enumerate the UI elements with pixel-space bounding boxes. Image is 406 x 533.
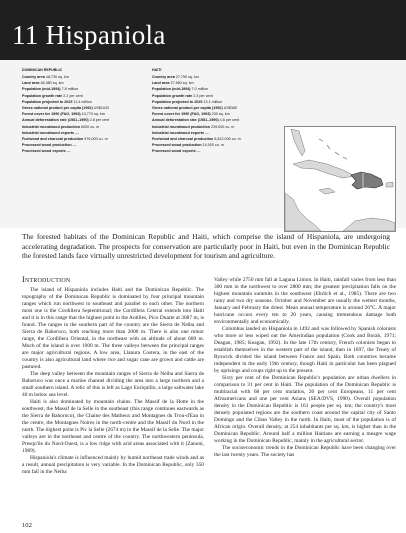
stat-row: Country area 27,750 sq. km <box>152 75 199 79</box>
page-number: 102 <box>22 522 32 529</box>
stat-row: Country area 48,730 sq. km <box>22 75 69 79</box>
haiti-statistics-heading: HAITI <box>152 68 162 72</box>
haiti-statistics <box>152 68 282 155</box>
stat-row: Industrial roundwood production 239,000 cu. m <box>152 124 235 129</box>
stat-row: Forest cover for 1990 (FAO, 1993) 10,770 sq. km <box>22 112 105 117</box>
stat-row: Gross national product per capita (1992) US$380 <box>152 106 238 111</box>
section-heading-introduction: Introduction <box>22 275 71 284</box>
paragraph: The socioeconomic trends in the Dominican Republic have been changing over the last twenty years. The society has <box>214 445 396 459</box>
body-column-right <box>214 277 396 518</box>
stat-row: Industrial roundwood production 6000 cu. m <box>22 124 100 129</box>
paragraph: Columbus landed on Hispaniola in 1492 and was followed by Spanish colonists who more or less wiped out the Amerindian population (Cook and Borah, 1971; Deagan, 1985; Keagan, 1992). In the late 17th century, French colonists began to establish themselves in the western part of the island, then in 1697, the Treaty of Ryswick divided the island between France and Spain. Both countries became independent in the early 19th century, though Haiti in particular has been plagued by uprisings and coups right up to the present. <box>214 326 396 375</box>
stat-row: Population projected to 2025 11.4 million <box>22 99 92 104</box>
stat-row: Annual deforestation rate (1981–1990) 4.8 per cent <box>152 118 240 123</box>
chapter-title: 11 Hispaniola <box>12 20 166 50</box>
puerto-rico-island <box>386 182 393 187</box>
paragraph: Hispaniola's climate is influenced mainly by humid northeast trade winds and as a result, annual precipitation is very variable. In the Dominican Republic, only 350 mm fall in the Neiba <box>22 455 204 476</box>
paragraph: The island of Hispaniola includes Haiti and the Dominican Republic. The topography of the Dominican Republic is dominated by four principal mountain ranges which run northwest to southeast and parallel to each other. The northern most one is the Cordillera Septentrional; the Cordillera Central extends into Haiti and it is in this range that the highest point in the Antilles, Pico Duarte at 3087 m, is found. The ranges in the southern part of the country are the Sierra de Neiba and Sierra de Bahoruco, both reaching more than 2000 m. There is also one minor range, the Cordillera Oriental, in the northeast with an altitude of about 600 m. Much of the island is over 1000 m. The three valleys between the principal ranges are major agricultural regions. A low area, Llanura Costera, in the east of the country is also agricultural land where rice and sugar cane are grown and cattle are pastured. <box>22 287 204 371</box>
stat-row: Population growth rate 2.3 per cent <box>152 93 213 98</box>
dominican-statistics-heading: DOMINICAN REPUBLIC <box>22 68 63 72</box>
stat-row: Gross national product per capita (1992) US$1043 <box>22 106 110 111</box>
stat-row: Industrial roundwood exports — <box>22 130 79 135</box>
stat-row: Population (mid-1994) 7.0 million <box>152 87 209 92</box>
stat-row: Processed wood production 14,000 cu. m <box>152 143 224 148</box>
stat-row: Population projected to 2025 13.1 million <box>152 99 223 104</box>
body-column-left <box>22 287 204 518</box>
stat-row: Processed wood production — <box>22 143 77 148</box>
paragraph: The deep valley between the mountain ranges of Sierra de Neiba and Sierra de Bahoruco was once a marine channel dividing the area into a large northern and a small southern island. A relic of this is left as Lago Enriquillo, a large saltwater lake 40 m below sea level. <box>22 371 204 399</box>
paragraph: Valley while 2750 mm fall at Laguna Limon. In Haiti, rainfall varies from less than 300 mm in the northwest to over 2800 mm; the greatest precipitation falls on the highest mountain summits in the southwest (Ehrlich et al., 1985). There are two rainy and two dry seasons. October and November are usually the wettest months, January and February the driest. Mean annual temperature is around 26°C. A major hurricane occurs every ten to 20 years, causing tremendous damage both environmentally and economically. <box>214 277 396 326</box>
locator-map <box>284 126 396 232</box>
dominican-statistics <box>22 68 152 155</box>
stat-row: Population (mid-1994) 7.8 million <box>22 87 79 92</box>
stat-row: Population growth rate 2.2 per cent <box>22 93 83 98</box>
stat-row: Land area 27,560 sq. km <box>152 81 194 86</box>
stat-row: Industrial roundwood exports — <box>152 130 209 135</box>
chapter-summary: The forested habitats of the Dominican Republic and Haiti, which comprise the island of Hispaniola, are undergoing accelerating degradation. The prospects for conservation are particularly poor in Haiti, but even in the Dominican Republic the forested lands face virtually unrestricted development for tourism and agriculture. <box>22 232 390 261</box>
paragraph: Haiti is also dominated by mountain chains. The Massif de la Hotte in the southwest, the Massif de la Selle in the southeast (this range continues eastwards as the Sierra de Bahoruco), the Chaine des Matheux and Montagnes du Trou-d'Eau in the centre, the Montagnes Noires in the north-centre and the Massif du Nord in the north. The highest point is Pic la Selle (2674 m) in the Massif de la Selle. The major valleys are in the northeast and centre of the country. The northwestern peninsula, Presqu'ile du Nord-Ouest, is a low ridge with arid areas associated with it (Zanoni, 1989). <box>22 399 204 455</box>
chapter-header-band <box>0 0 406 60</box>
stat-row: Processed wood exports — <box>152 149 201 154</box>
stat-row: Processed wood exports — <box>22 149 71 154</box>
caribbean-locator-map-graphic <box>285 127 395 231</box>
stat-row: Fuelwood and charcoal production 976,000 cu. m <box>22 137 108 142</box>
stat-row: Forest cover for 1990 (FAO, 1993) 230 sq. km <box>152 112 230 117</box>
country-statistics-panel <box>0 60 406 228</box>
stat-row: Fuelwood and charcoal production 5,812,000 cu. m <box>152 137 241 142</box>
stat-row: Land area 48,380 sq. km <box>22 81 64 86</box>
stat-row: Annual deforestation rate (1981–1990) 2.8 per cent <box>22 118 110 123</box>
paragraph: Sixty per cent of the Dominican Republic's population are urban dwellers in comparison to 31 per cent in Haiti. The population of the Dominican Republic is multiracial with 68 per cent mulattos, 20 per cent Europeans, 11 per cent Afroamericans and one per cent Asians (SEA/DVS, 1990). Overall population density in the Dominican Republic is 161 people per sq. km; the country's most densely populated regions are the southern coast around the capital city of Santo Domingo and the Cibao Valley in the north. In Haiti, most of the population is of African origin. Overall density, at 254 inhabitants per sq. km, is higher than in the Dominican Republic. Around half a million Haitians are earning a meagre wage working in the Dominican Republic, mainly in the agricultural sector. <box>214 375 396 445</box>
